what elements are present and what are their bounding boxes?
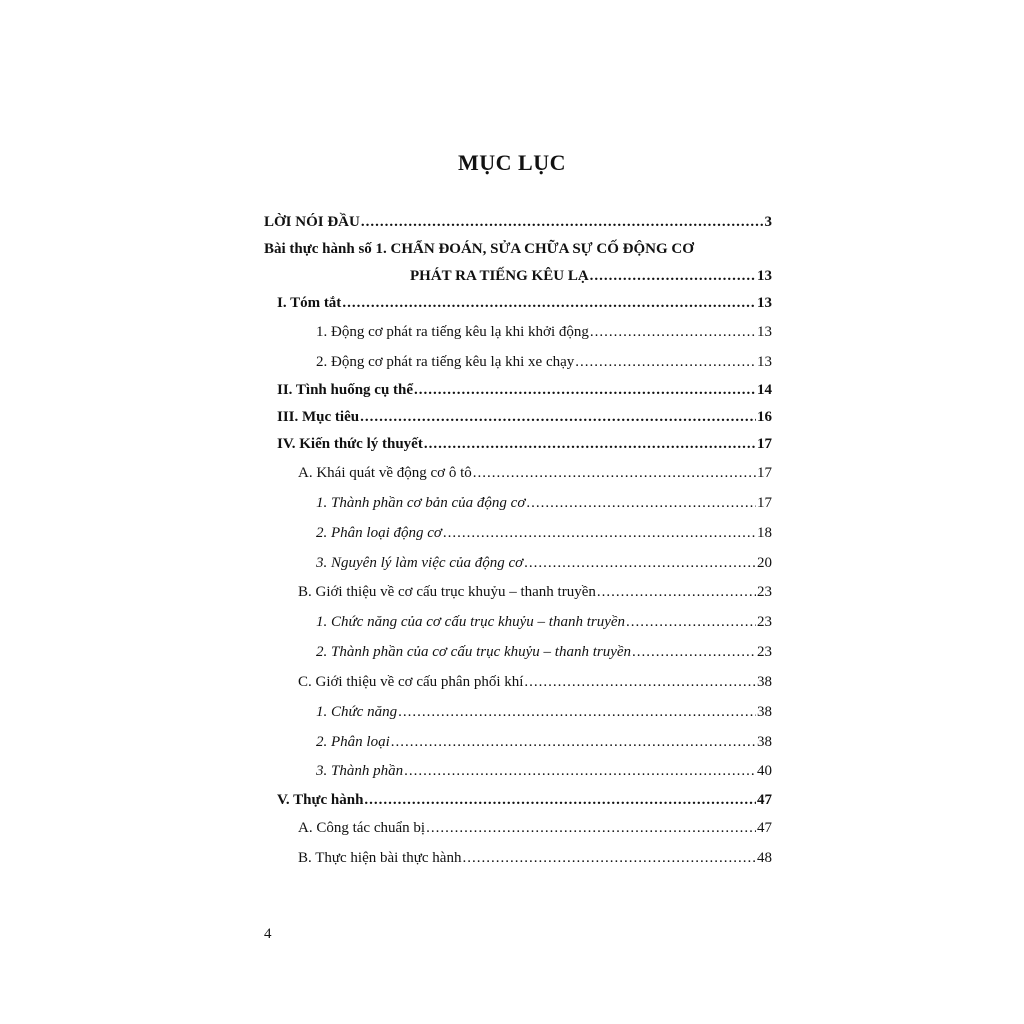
toc-entry-page: 3 <box>764 214 772 230</box>
toc-entry[interactable] <box>277 380 772 400</box>
toc-entry-page: 23 <box>757 614 772 630</box>
toc-entry-page: 38 <box>757 704 772 720</box>
dot-leader <box>414 380 756 400</box>
toc-entry[interactable] <box>316 612 772 632</box>
toc-entry[interactable] <box>316 732 772 752</box>
toc-entry-label: PHÁT RA TIẾNG KÊU LẠ <box>410 268 589 284</box>
toc-entry[interactable] <box>298 818 772 838</box>
toc-entry-page: 14 <box>757 382 772 398</box>
dot-leader <box>426 818 756 838</box>
toc-entry-page: 40 <box>757 763 772 779</box>
toc-entry-label: 3. Nguyên lý làm việc của động cơ <box>316 555 524 571</box>
dot-leader <box>443 523 756 543</box>
toc-entry-label: LỜI NÓI ĐẦU <box>264 214 360 230</box>
toc-entry-label: 1. Thành phần cơ bản của động cơ <box>316 495 526 511</box>
chapter-heading[interactable]: Bài thực hành số 1. CHẨN ĐOÁN, SỬA CHỮA SỰ CỐ ĐỘNG CƠ <box>264 241 694 257</box>
toc-entry-page: 13 <box>757 268 772 284</box>
toc-entry-label: 1. Động cơ phát ra tiếng kêu lạ khi khởi động <box>316 324 589 340</box>
toc-entry-page: 23 <box>757 584 772 600</box>
dot-leader <box>360 407 756 427</box>
toc-entry-label: V. Thực hành <box>277 792 364 808</box>
dot-leader <box>524 553 756 573</box>
dot-leader <box>575 352 756 372</box>
toc-entry[interactable] <box>316 352 772 372</box>
toc-entry-page: 13 <box>757 295 772 311</box>
toc-entry-label: I. Tóm tắt <box>277 295 342 311</box>
toc-entry-page: 47 <box>757 820 772 836</box>
toc-entry-label: III. Mục tiêu <box>277 409 360 425</box>
toc-entry[interactable] <box>298 463 772 483</box>
toc-entry-page: 13 <box>757 354 772 370</box>
dot-leader <box>473 463 756 483</box>
toc-entry-label: 2. Phân loại động cơ <box>316 525 442 541</box>
toc-entry[interactable] <box>316 761 772 781</box>
toc-entry-page: 16 <box>757 409 772 425</box>
toc-entry-label: B. Thực hiện bài thực hành <box>298 850 462 866</box>
toc-entry-page: 38 <box>757 734 772 750</box>
toc-entry-page: 47 <box>757 792 772 808</box>
toc-entry[interactable] <box>298 848 772 868</box>
toc-entry-label: IV. Kiến thức lý thuyết <box>277 436 423 452</box>
toc-entry-label: 1. Chức năng <box>316 704 398 720</box>
toc-entry-label: A. Công tác chuẩn bị <box>298 820 426 836</box>
toc-entry[interactable] <box>298 672 772 692</box>
chapter-heading-continuation[interactable] <box>410 266 772 286</box>
dot-leader <box>597 582 756 602</box>
dot-leader <box>626 612 756 632</box>
dot-leader <box>462 848 756 868</box>
toc-entry[interactable] <box>298 582 772 602</box>
toc-entry[interactable] <box>277 434 772 454</box>
toc-entry-page: 17 <box>757 465 772 481</box>
toc-entry-page: 38 <box>757 674 772 690</box>
dot-leader <box>391 732 756 752</box>
dot-leader <box>524 672 756 692</box>
toc-entry-label: 3. Thành phần <box>316 763 404 779</box>
toc-entry[interactable] <box>316 523 772 543</box>
toc-entry-label: 2. Động cơ phát ra tiếng kêu lạ khi xe chạy <box>316 354 575 370</box>
toc-entry-page: 20 <box>757 555 772 571</box>
dot-leader <box>590 266 756 286</box>
toc-entry-label: 1. Chức năng của cơ cấu trục khuỷu – thanh truyền <box>316 614 626 630</box>
toc-entry[interactable] <box>277 790 772 810</box>
toc-entry[interactable] <box>316 702 772 722</box>
dot-leader <box>526 493 756 513</box>
toc-entry-page: 18 <box>757 525 772 541</box>
toc-entry-label: A. Khái quát về động cơ ô tô <box>298 465 472 481</box>
toc-entry-page: 23 <box>757 644 772 660</box>
dot-leader <box>632 642 756 662</box>
toc-entry[interactable] <box>277 407 772 427</box>
toc-entry-label: 2. Thành phần của cơ cấu trục khuỷu – thanh truyền <box>316 644 632 660</box>
toc-entry-label: B. Giới thiệu về cơ cấu trục khuỷu – thanh truyền <box>298 584 596 600</box>
dot-leader <box>398 702 756 722</box>
toc-entry-page: 17 <box>757 436 772 452</box>
page-number: 4 <box>264 926 272 942</box>
toc-entry-page: 48 <box>757 850 772 866</box>
toc-entry-page: 13 <box>757 324 772 340</box>
dot-leader <box>424 434 756 454</box>
dot-leader <box>342 293 756 313</box>
toc-entry[interactable] <box>277 293 772 313</box>
dot-leader <box>404 761 756 781</box>
toc-entry-label: II. Tình huống cụ thể <box>277 382 414 398</box>
toc-entry[interactable] <box>316 493 772 513</box>
toc-entry[interactable] <box>316 642 772 662</box>
page-title: MỤC LỤC <box>458 150 566 175</box>
toc-entry[interactable] <box>316 553 772 573</box>
dot-leader <box>590 322 756 342</box>
dot-leader <box>364 790 756 810</box>
toc-entry-page: 17 <box>757 495 772 511</box>
toc-entry-label: 2. Phân loại <box>316 734 390 750</box>
dot-leader <box>361 212 764 232</box>
toc-entry[interactable] <box>316 322 772 342</box>
toc-entry-intro[interactable] <box>264 212 772 232</box>
toc-entry-label: C. Giới thiệu về cơ cấu phân phối khí <box>298 674 524 690</box>
